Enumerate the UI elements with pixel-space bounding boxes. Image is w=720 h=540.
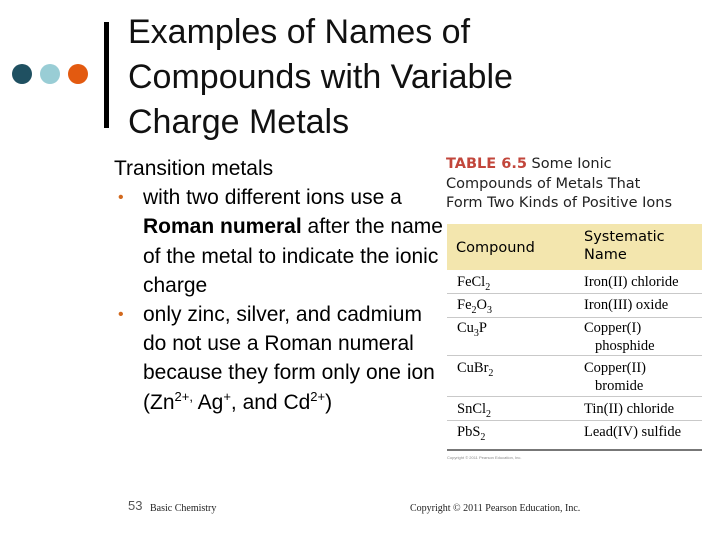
table-header: [447, 224, 702, 270]
formula-part: CuBr: [457, 360, 489, 376]
formula-subscript: 3: [486, 304, 492, 316]
compound-name-line-1: Copper(I): [584, 320, 642, 336]
compound-name: [584, 320, 655, 355]
formula-part: O: [476, 297, 487, 313]
compound-name: [584, 360, 646, 395]
title-line-2: Compounds with Variable: [128, 58, 513, 96]
formula-part: PbS: [457, 424, 481, 440]
formula-subscript: 2: [486, 408, 492, 420]
dot-dark: [12, 64, 32, 84]
formula: [457, 360, 493, 379]
formula-subscript: 2: [471, 304, 477, 316]
table-label: TABLE 6.5: [446, 156, 527, 172]
title-line-1: Examples of Names of: [128, 13, 471, 51]
caption-line-3: Form Two Kinds of Positive Ions: [446, 195, 673, 211]
header-compound: Compound: [456, 240, 535, 256]
bullet-2-text: only zinc, silver, and cadmium do not use a Roman numeral because they form only one ion (Zn: [143, 303, 435, 414]
formula-subscript: 2: [485, 281, 491, 293]
formula-part: FeCl: [457, 274, 486, 290]
row-divider: [447, 293, 702, 294]
bullet-1: [114, 183, 444, 300]
caption-line-1: Some Ionic: [526, 156, 612, 172]
row-divider: [447, 396, 702, 397]
zn-charge: 2+,: [174, 388, 193, 404]
bullet-2-end: ): [325, 390, 333, 414]
bullet-2-ag: Ag: [192, 390, 224, 414]
compound-name-line-2: phosphide: [595, 337, 655, 354]
formula: [457, 274, 490, 293]
body-lead: Transition metals: [114, 157, 274, 180]
compound-name: Tin(II) chloride: [584, 401, 675, 417]
formula-part: SnCl: [457, 401, 487, 417]
ag-charge: +: [223, 388, 231, 404]
dot-light: [40, 64, 60, 84]
footer-copyright: Copyright © 2011 Pearson Education, Inc.: [410, 503, 581, 514]
decorative-dots: [12, 64, 88, 84]
slide-body: [114, 154, 444, 417]
bullet-2-cd: , and Cd: [230, 390, 311, 414]
header-name-line-1: Systematic: [584, 229, 665, 245]
formula-part: Fe: [457, 297, 472, 313]
compound-name-line-2: bromide: [595, 377, 644, 394]
bullet-marker: •: [118, 189, 124, 207]
title-divider: [104, 22, 109, 128]
bullet-marker: •: [118, 306, 124, 324]
formula-part: Cu: [457, 320, 474, 336]
formula-part: P: [478, 320, 487, 336]
title-line-3: Charge Metals: [128, 103, 350, 141]
formula: [457, 401, 491, 420]
dot-orange: [68, 64, 88, 84]
ionic-compounds-table: [444, 155, 702, 459]
table-caption: [446, 155, 702, 214]
header-name-line-2: Name: [584, 247, 627, 263]
row-divider: [447, 420, 702, 421]
bullet-2: [114, 300, 444, 417]
formula-subscript: 3: [473, 327, 479, 339]
compound-name: Lead(IV) sulfide: [584, 424, 682, 440]
bullet-1-text: with two different ions use a: [143, 186, 402, 210]
table-bottom-rule: [447, 449, 702, 451]
slide-title: [128, 10, 513, 145]
cd-charge: 2+: [310, 388, 326, 404]
footer-left: Basic Chemistry: [150, 503, 217, 514]
table-fine-print: Copyright © 2011 Pearson Education, Inc.: [447, 455, 522, 460]
formula-subscript: 2: [480, 431, 486, 443]
header-systematic-name: [584, 228, 665, 264]
row-divider: [447, 317, 702, 318]
compound-name: Iron(II) chloride: [584, 274, 679, 290]
formula: [457, 320, 487, 339]
page-number: 53: [128, 498, 143, 513]
row-divider: [447, 355, 702, 356]
compound-name-line-1: Copper(II): [584, 360, 647, 376]
caption-line-2: Compounds of Metals That: [446, 175, 641, 192]
compound-name: Iron(III) oxide: [584, 297, 669, 313]
bullet-1-text-end: after the name of the metal to indicate the ionic charge: [143, 215, 443, 297]
formula: [457, 297, 492, 316]
formula-subscript: 2: [488, 367, 494, 379]
bullet-1-bold: Roman numeral: [143, 215, 302, 239]
formula: [457, 424, 485, 443]
